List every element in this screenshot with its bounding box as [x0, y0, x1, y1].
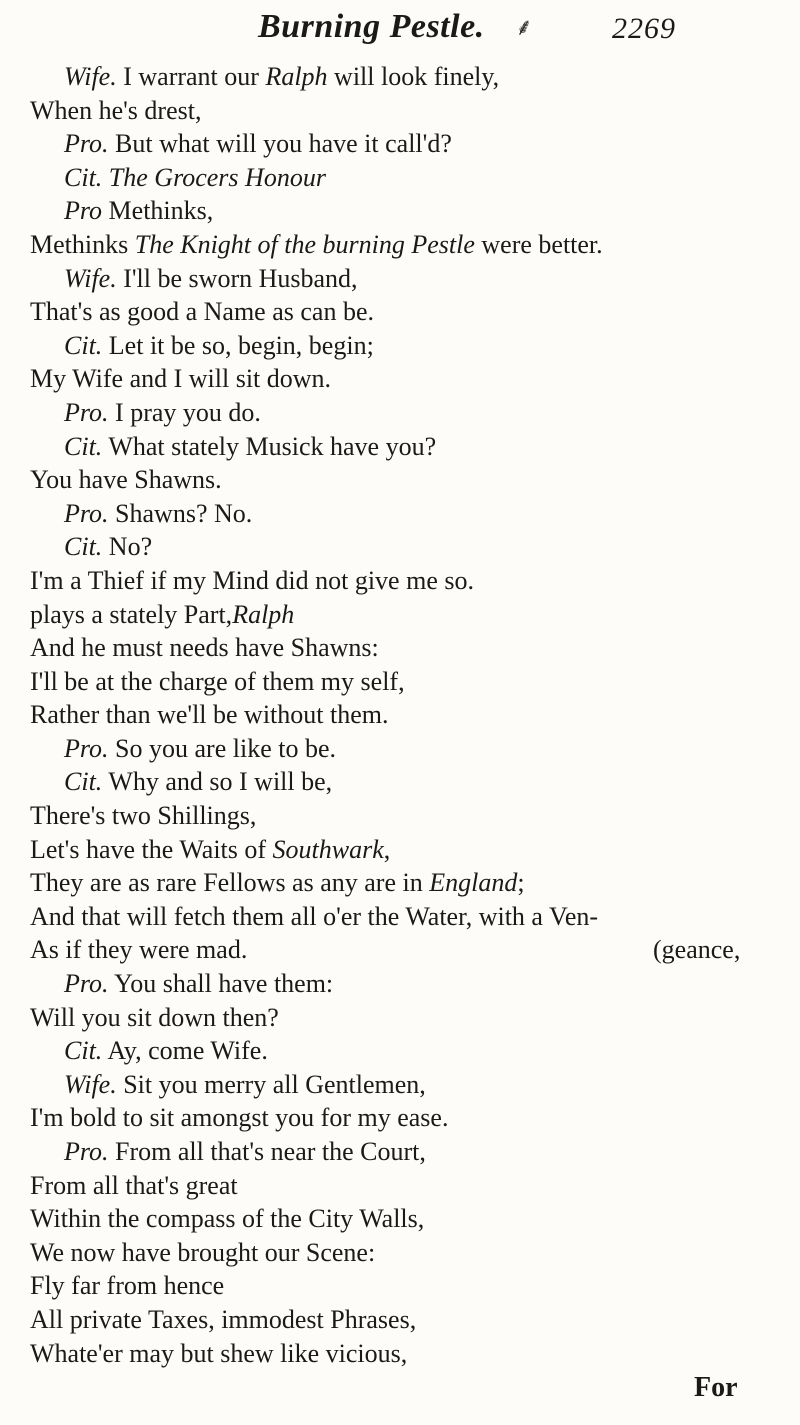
line-text: What stately Musick have you?: [102, 431, 437, 461]
text-line: [30, 799, 790, 833]
text-line: [30, 1337, 790, 1371]
text-line: [30, 1202, 790, 1236]
line-text: Within the compass of the City Walls,: [30, 1204, 425, 1234]
speaker-name: Pro.: [64, 969, 109, 999]
line-text: Let it be so, begin, begin;: [102, 330, 374, 360]
text-line: [30, 530, 790, 564]
line-text: Will you sit down then?: [30, 1002, 279, 1032]
line-text: When he's drest,: [30, 95, 202, 125]
italic-text: Ralph: [265, 62, 328, 91]
text-line: [30, 631, 790, 665]
line-text: They are as rare Fellows as any are in: [30, 868, 430, 898]
line-text-continued: were better.: [474, 229, 603, 259]
line-text: We now have brought our Scene:: [30, 1237, 376, 1267]
text-line: [30, 329, 790, 363]
line-text: Fly far from hence: [30, 1271, 225, 1301]
line-text: No?: [102, 532, 153, 562]
text-line: [30, 1135, 790, 1169]
speaker-name: Pro.: [64, 1137, 109, 1166]
text-line: [30, 1001, 790, 1035]
text-line: [30, 60, 790, 94]
line-text: But what will you have it call'd?: [108, 129, 452, 159]
line-text: I'm a Thief if my Mind did not give me so.: [30, 565, 474, 595]
line-text: Methinks,: [102, 196, 214, 226]
speaker-name: Pro.: [64, 397, 109, 427]
line-text: That's as good a Name as can be.: [30, 297, 375, 327]
speaker-name: Cit.: [64, 330, 103, 360]
text-line: [30, 866, 790, 900]
text-line: [30, 1236, 790, 1270]
text-line: [30, 362, 790, 396]
speaker-name: Wife.: [64, 1069, 117, 1099]
line-text: There's two Shillings,: [30, 801, 257, 831]
text-line: [30, 732, 790, 766]
line-text: From all that's great: [30, 1170, 238, 1200]
text-line: [30, 497, 790, 531]
speaker-name: Pro.: [64, 498, 109, 528]
text-line: [30, 1101, 790, 1135]
line-text: All private Taxes, immodest Phrases,: [30, 1304, 417, 1334]
play-text: [30, 60, 790, 1370]
text-line: [30, 1269, 790, 1303]
line-text: I warrant our: [116, 62, 266, 91]
line-text: Whate'er may but shew like vicious,: [30, 1338, 408, 1368]
text-line: [30, 127, 790, 161]
speaker-name: Cit.: [64, 767, 103, 797]
text-line: [30, 161, 790, 195]
text-line: [30, 194, 790, 228]
text-line: [30, 228, 790, 262]
line-text: plays a stately Part,: [30, 599, 233, 629]
printer-mark-icon: ⸙: [515, 15, 533, 41]
text-line: [30, 463, 790, 497]
speaker-name: Cit.: [64, 532, 103, 562]
line-text: You shall have them:: [108, 969, 334, 999]
line-text: You have Shawns.: [30, 465, 222, 495]
text-line: [30, 598, 790, 632]
running-title: Burning Pestle.: [258, 8, 485, 45]
text-line: [30, 1303, 790, 1337]
italic-text: Southwark: [272, 834, 384, 864]
line-text: Ay, come Wife.: [102, 1036, 268, 1066]
italic-text: England: [429, 868, 518, 898]
italic-text: Ralph: [232, 599, 295, 629]
text-line: [30, 967, 790, 1001]
speaker-name: Wife.: [64, 62, 117, 91]
line-text: Let's have the Waits of: [30, 834, 273, 864]
line-text: And that will fetch them all o'er the Water, with a Ven-: [30, 901, 599, 931]
line-text: Methinks: [30, 229, 135, 259]
speaker-name: Pro.: [64, 733, 109, 763]
text-line: [30, 1034, 790, 1068]
line-text: My Wife and I will sit down.: [30, 364, 332, 394]
text-line: [30, 933, 790, 967]
speaker-name: Pro.: [64, 129, 109, 159]
speaker-name: Cit.: [64, 162, 103, 192]
text-line: [30, 295, 790, 329]
turnover-fragment: (geance,: [653, 935, 741, 965]
line-text: Why and so I will be,: [102, 767, 333, 797]
text-line: [30, 396, 790, 430]
line-text: I'll be sworn Husband,: [116, 263, 358, 293]
line-text-continued: will look finely,: [327, 62, 500, 91]
line-text-continued: ,: [383, 834, 391, 864]
text-line: [30, 430, 790, 464]
line-text: So you are like to be.: [108, 733, 336, 763]
speaker-name: Pro: [64, 196, 103, 226]
italic-text: The Grocers Honour: [102, 162, 326, 192]
text-line: [30, 1068, 790, 1102]
text-line: [30, 564, 790, 598]
speaker-name: Cit.: [64, 431, 103, 461]
line-text: I'm bold to sit amongst you for my ease.: [30, 1103, 449, 1133]
text-line: [30, 94, 790, 128]
line-text: Rather than we'll be without them.: [30, 700, 389, 730]
text-line: [30, 1169, 790, 1203]
line-text: As if they were mad.: [30, 935, 248, 965]
text-line: [30, 833, 790, 867]
italic-text: The Knight of the burning Pestle: [134, 229, 475, 259]
line-text: From all that's near the Court,: [108, 1137, 426, 1166]
text-line: [30, 765, 790, 799]
line-text: Sit you merry all Gentlemen,: [116, 1069, 426, 1099]
line-text: I pray you do.: [108, 397, 261, 427]
speaker-name: Cit.: [64, 1036, 103, 1066]
line-text: Shawns? No.: [108, 498, 253, 528]
line-text-continued: ;: [517, 868, 525, 898]
text-line: [30, 900, 790, 934]
line-text: And he must needs have Shawns:: [30, 633, 379, 663]
text-line: [30, 698, 790, 732]
page-number: 2269: [612, 12, 676, 45]
line-text: I'll be at the charge of them my self,: [30, 666, 405, 696]
speaker-name: Wife.: [64, 263, 117, 293]
text-line: [30, 262, 790, 296]
catchword: For: [694, 1372, 738, 1403]
text-line: [30, 665, 790, 699]
